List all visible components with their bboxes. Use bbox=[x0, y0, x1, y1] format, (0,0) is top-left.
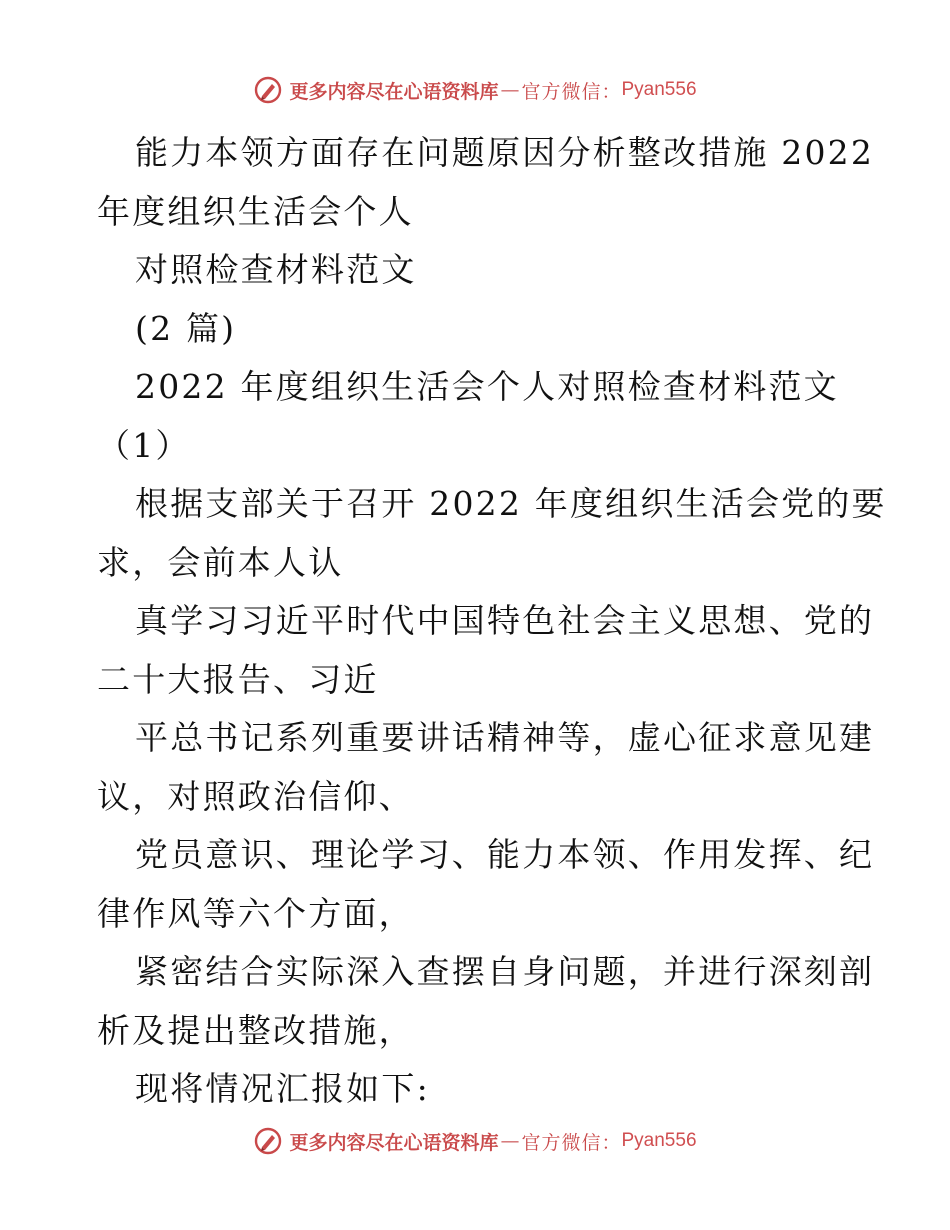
watermark-brand: 更多内容尽在心语资料库 bbox=[289, 80, 499, 103]
watermark-dash: — bbox=[500, 79, 520, 101]
body-line-6: 议，对照政治信仰、 bbox=[97, 776, 414, 816]
body-line-7: 党员意识、理论学习、能力本领、作用发挥、纪 bbox=[135, 835, 875, 874]
watermark-wechat-id: Pyan556 bbox=[621, 1130, 697, 1151]
pen-logo-icon bbox=[253, 1126, 283, 1156]
body-line-4: 二十大报告、习近 bbox=[97, 659, 379, 699]
pen-logo-icon bbox=[253, 75, 283, 105]
body-line-11: 现将情况汇报如下: bbox=[135, 1069, 430, 1108]
title-line-3: 对照检查材料范文 bbox=[135, 250, 417, 289]
body-line-10: 析及提出整改措施， bbox=[97, 1010, 414, 1050]
watermark-wechat-id: Pyan556 bbox=[621, 79, 697, 100]
body-line-2: 求，会前本人认 bbox=[97, 542, 344, 582]
watermark-footer bbox=[0, 1123, 950, 1159]
section-heading: 2022 年度组织生活会个人对照检查材料范文 bbox=[135, 367, 839, 406]
watermark-brand: 更多内容尽在心语资料库 bbox=[289, 1131, 499, 1154]
title-line-1: 能力本领方面存在问题原因分析整改措施 2022 bbox=[135, 133, 875, 172]
body-line-8: 律作风等六个方面， bbox=[97, 893, 414, 933]
body-line-9: 紧密结合实际深入查摆自身问题，并进行深刻剖 bbox=[135, 952, 875, 991]
body-line-1: 根据支部关于召开 2022 年度组织生活会党的要 bbox=[135, 484, 887, 523]
watermark-official-label: 官方微信： bbox=[521, 80, 622, 103]
watermark-header bbox=[0, 72, 950, 108]
body-line-5: 平总书记系列重要讲话精神等，虚心征求意见建 bbox=[135, 718, 875, 757]
watermark-dash: — bbox=[500, 1130, 520, 1152]
title-line-2: 年度组织生活会个人 bbox=[97, 191, 414, 231]
body-line-3: 真学习习近平时代中国特色社会主义思想、党的 bbox=[135, 601, 875, 640]
title-line-4: (2 篇) bbox=[135, 308, 237, 348]
section-number: （1） bbox=[97, 425, 191, 465]
document-body bbox=[97, 124, 887, 1119]
watermark-official-label: 官方微信： bbox=[521, 1131, 622, 1154]
